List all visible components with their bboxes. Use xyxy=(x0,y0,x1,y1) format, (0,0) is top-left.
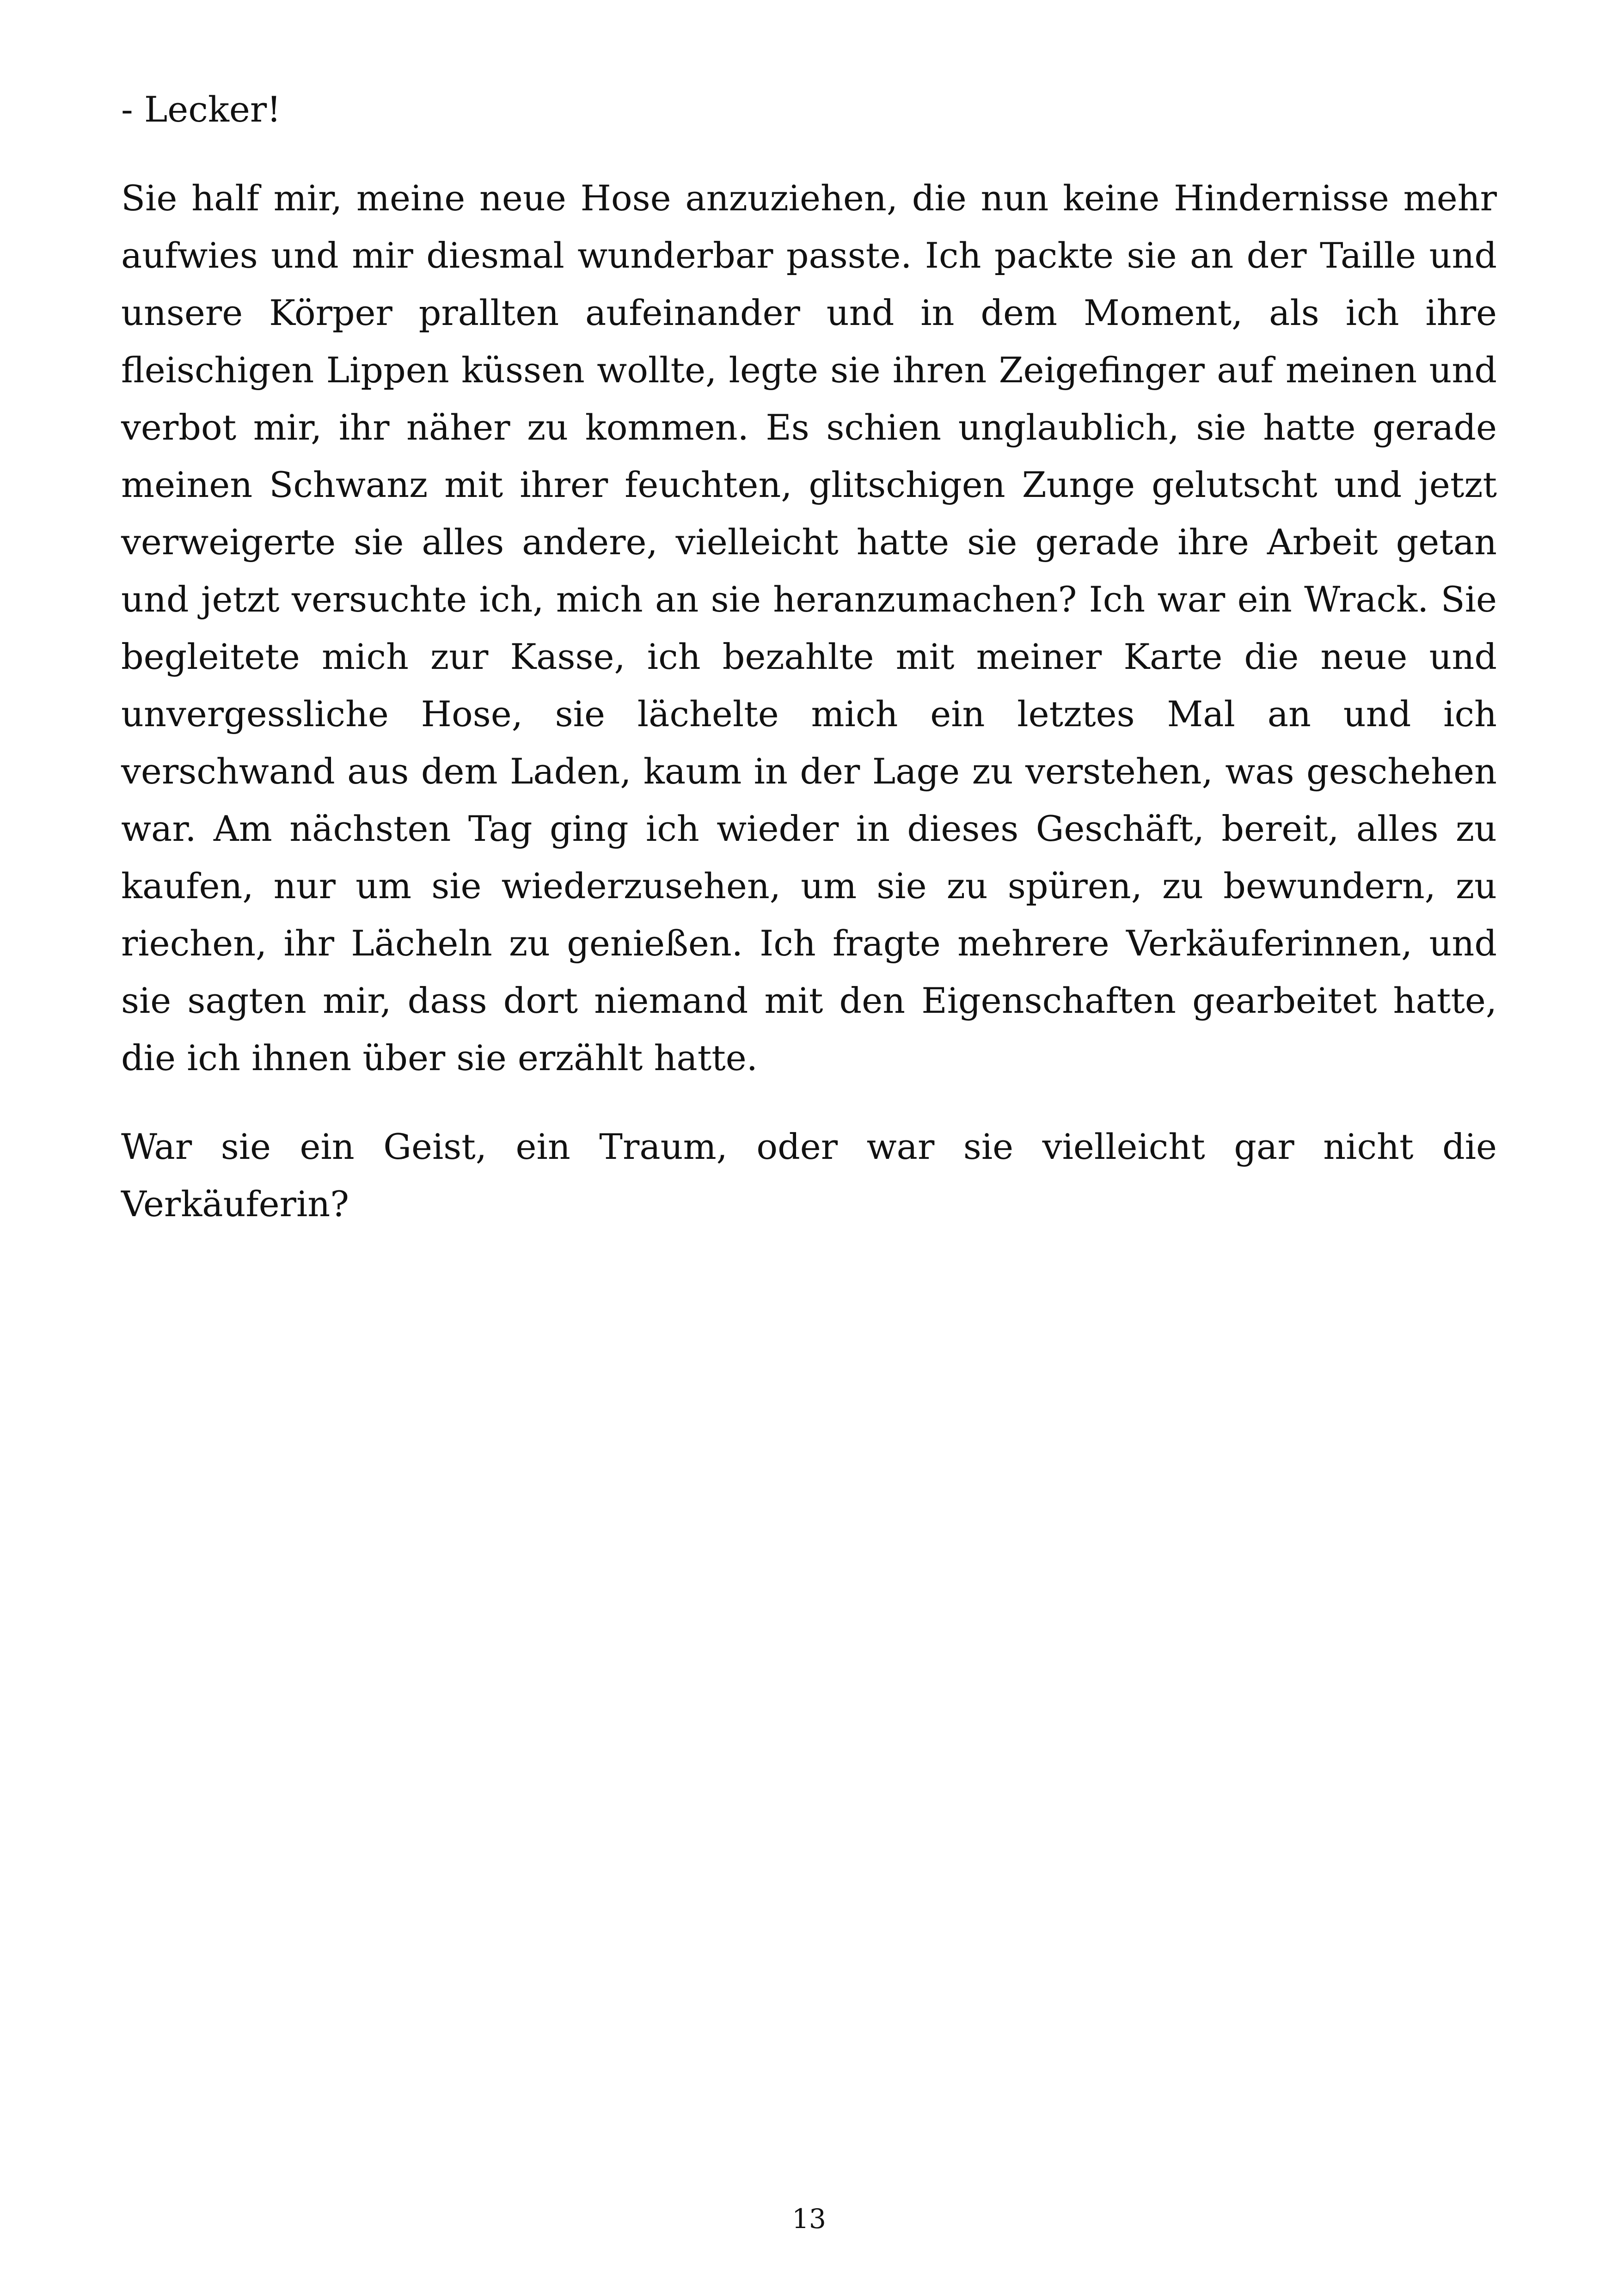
page-number: 13 xyxy=(792,2203,826,2235)
paragraph-main: Sie half mir, meine neue Hose anzuziehen, die nun keine Hindernisse mehr aufwies und mir diesmal wunderbar passte. Ich packte sie an der Taille und unsere Körper prallten aufeinander und in dem Moment, als ich ihre fleischigen Lippen küssen wollte, legte sie ihren Zeigefinger auf meinen und verbot mir, ihr näher zu kommen. Es schien unglaublich, sie hatte gerade meinen Schwanz mit ihrer feuchten, glitschigen Zunge gelutscht und jetzt verweigerte sie alles andere, vielleicht hatte sie gerade ihre Arbeit getan und jetzt versuchte ich, mich an sie heranzumachen? Ich war ein Wrack. Sie begleitete mich zur Kasse, ich bezahlte mit meiner Karte die neue und unvergessliche Hose, sie lächelte mich ein letztes Mal an und ich verschwand aus dem Laden, kaum in der Lage zu verstehen, was geschehen war. Am nächsten Tag ging ich wieder in dieses Geschäft, bereit, alles zu kaufen, nur um sie wiederzusehen, um sie zu spüren, zu bewundern, zu riechen, ihr Lächeln zu genießen. Ich fragte mehrere Verkäuferinnen, und sie sagten mir, dass dort niemand mit den Eigenschaften gearbeitet hatte, die ich ihnen über sie erzählt hatte. xyxy=(121,178,1497,1078)
body-text xyxy=(121,81,1497,1264)
paragraph-closing: War sie ein Geist, ein Traum, oder war sie vielleicht gar nicht die Verkäuferin? xyxy=(121,1126,1497,1225)
paragraph-dialogue: - Lecker! xyxy=(121,89,281,130)
